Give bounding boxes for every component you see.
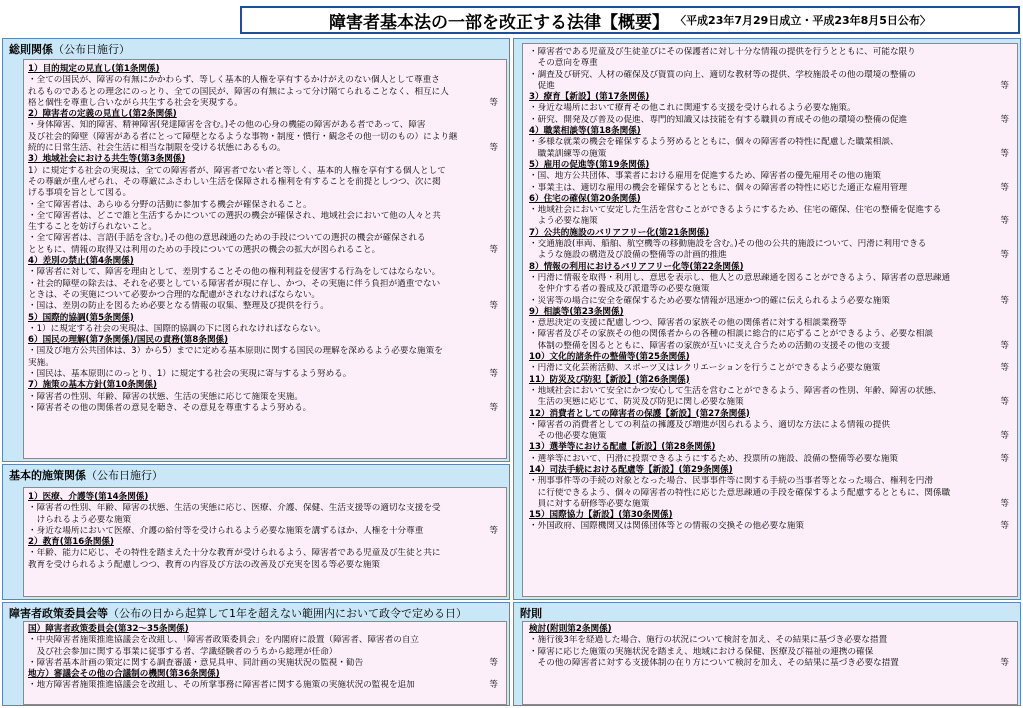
list-item [28,492,502,537]
list-item [529,352,1013,375]
panel-title: 総則関係 [9,43,53,56]
list-item [529,442,1013,465]
etc-label: 等 [1000,182,1009,193]
panel-basic-policies-continued [513,38,1021,600]
item-text: その他必要な施策 [529,431,607,442]
item-heading: 国）障害者政策委員会(第32～35条関係) [28,624,189,634]
item-heading: 検討(附則第2条関係) [529,624,612,634]
item-heading: 6）住宅の確保(第20条関係) [529,193,641,204]
list-item [529,262,1013,307]
item-text: ・障害者である児童及び生徒並びにその保護者に対し十分な情報の提供を行うとともに、可能な限り [529,47,916,57]
item-text: ・選挙等において、円滑に投票できるようにするため、投票所の施設、設備の整備等必要な施策 [529,453,899,464]
item-text: その意向を尊重 [529,58,598,69]
etc-label: 等 [489,525,498,536]
list-item [529,194,1013,228]
page-title: 障害者基本法の一部を改正する法律【概要】 [329,12,670,33]
panel-body [23,621,507,705]
page-subtitle: 〈平成23年7月29日成立・平成23年8月5日公布〉 [675,14,931,27]
item-heading: 8）情報の利用におけるバリアフリー化等(第22条関係) [529,261,744,272]
list-item [28,669,502,692]
panel-subtitle: （公布日施行） [86,469,163,482]
item-text: ときは、その実施について必要かつ合理的な配慮がされなければならない。 [28,289,321,300]
item-heading: 14）司法手続における配慮等【新設】(第29条関係) [529,464,733,475]
list-item [529,126,1013,160]
item-text: ・全て障害者は、どこで誰と生活するかについての選択の機会が確保され、地域社会において他の人々と共 [28,210,441,221]
item-text: ・地方障害者施策推進協議会を改組し、その所掌事務に障害者に関する施策の実施状況の監視を追加 [28,680,415,691]
item-text: ・国は、差別の防止を図るため必要となる情報の収集、整理及び提供を行う。 [28,301,329,312]
item-text: ・身体障害、知的障害、精神障害(発達障害を含む。)その他の心身の機能の障害がある者であって、障害 [28,120,426,131]
item-text: げる事項を旨として図る。 [28,188,132,199]
item-text: 教育を受けられるよう配慮しつつ、教育の内容及び方法の改善及び充実を図る等必要な施策 [28,559,381,570]
item-heading: 4）差別の禁止(第4条関係) [28,256,134,267]
etc-label: 等 [1000,340,1009,351]
etc-label: 等 [489,301,498,312]
etc-label: 等 [489,680,498,691]
item-text: ・障害者の消費者としての利益の擁護及び増進が図られるよう、適切な方法による情報の提供 [529,419,890,430]
item-text: ・施行後3年を経過した場合、施行の状況について検討を加え、その結果に基づき必要な措置 [529,635,888,646]
item-heading: 15）国際協力【新設】(第30条関係) [529,510,673,521]
etc-label: 等 [1000,216,1009,227]
item-text: ・事業主は、適切な雇用の機会を確保するとともに、個々の障害者の特性に応じた適正な雇用管理 [529,182,908,193]
panel-header [3,603,509,623]
item-text: ・全ての国民が、障害の有無にかかわらず、等しく基本的人権を享有するかけがえのない個人として尊重さ [28,75,440,86]
item-text: ・調査及び研究、人材の確保及び資質の向上、適切な教材等の提供、学校施設その他の環境の整備の [529,69,916,80]
panel-header [514,603,1020,623]
item-text: ・全て障害者は、言語(手話を含む。)その他の意思疎通のための手段についての選択の機会が確保される [28,233,426,244]
item-text: れるものであるとの理念にのっとり、全ての国民が、障害の有無によって分け隔てられることなく、相互に人 [28,86,449,97]
item-heading: 2）教育(第16条関係) [28,537,114,548]
item-text: ・地域社会において安全にかつ安心して生活を営むことができるよう、障害者の性別、年齢、障害の状態、 [529,385,942,396]
list-item [28,154,502,256]
item-text: ・身近な場所において療育その他これに関連する支援を受けられるよう必要な施策。 [529,103,856,114]
etc-label: 等 [1000,363,1009,374]
etc-label: 等 [1000,114,1009,125]
item-text: その尊厳が重んぜられ、その尊厳にふさわしい生活を保障される権利を有することを前提としつつ、次に掲 [28,176,441,187]
list-item [529,510,1013,533]
item-heading: 4）職業相談等(第18条関係) [529,126,641,137]
panel-body [522,621,1018,705]
item-text: ・多様な就業の機会を確保するよう努めるとともに、個々の障害者の特性に配慮した職業相談、 [529,137,899,148]
item-text: 促進 [529,80,555,91]
item-text: ・国、地方公共団体、事業者における雇用を促進するため、障害者の優先雇用その他の施策 [529,171,882,182]
item-heading: 3）療育【新設】(第17条関係) [529,92,650,103]
item-text: ・身近な場所において医療、介護の給付等を受けられるよう必要な施策を講ずるほか、人権を十分尊重 [28,525,424,536]
item-text: に行使できるよう、個々の障害者の特性に応じた意思疎通の手段を確保するよう配慮するとともに、関係職 [529,487,951,498]
item-text: ・中央障害者施策推進協議会を改組し、「障害者政策委員会」を内閣府に設置（障害者、障害者の自立 [28,635,420,646]
item-text: ・研究、開発及び普及の促進、専門的知識又は技能を有する職員の育成その他の環境の整備の促進 [529,114,908,125]
item-heading: 7）施策の基本方針(第10条関係) [28,380,157,391]
item-text: 員に対する研修等必要な施策 [529,498,650,509]
item-text: ・年齢、能力に応じ、その特性を踏まえた十分な教育が受けられるよう、障害者である児童及び生徒と共に [28,548,441,559]
item-text: ・障害者基本計画の策定に関する調査審議・意見具申、同計画の実施状況の監視・勧告 [28,657,364,668]
item-text: ・円滑に情報を取得・利用し、意思を表示し、他人との意思疎通を図ることができるよう、障害者の意思疎通 [529,272,951,283]
list-item [28,335,502,380]
item-text: ・障害者及びその家族その他の関係者からの各種の相談に総合的に応ずることができるよう、必要な相談 [529,329,933,340]
item-text: ・災害等の場合に安全を確保するため必要な情報が迅速かつ的確に伝えられるよう必要な施策 [529,295,890,306]
etc-label: 等 [489,402,498,413]
item-text: を仲介する者の養成及び派遣等の必要な施策 [529,284,710,295]
list-item [529,624,1013,669]
list-item [28,380,502,414]
list-item [529,307,1013,352]
item-text: ・障害に応じた施策の実施状況を踏まえ、地域における保健、医療及び福祉の連携の確保 [529,646,874,657]
item-text: ・国及び地方公共団体は、3）から5）までに定める基本原則に関する国民の理解を深めるよう必要な施策を [28,346,443,357]
panel-subtitle: （公布日施行） [53,43,130,56]
panel-title: 障害者政策委員会等 [9,607,108,620]
panel-body [23,487,507,597]
item-text: ような施設の構造及び設備の整備等の計画的推進 [529,250,727,261]
item-text: ・1）に規定する社会の実現は、国際的協調の下に図られなければならない。 [28,323,326,334]
item-heading: 1）医療、介護等(第14条関係) [28,492,149,502]
etc-label: 等 [1000,453,1009,464]
item-text: 1）に規定する社会の実現は、全ての障害者が、障害者でない者と等しく、基本的人権を享有する個人として [28,165,446,176]
title-bar [240,6,1020,34]
etc-label: 等 [489,244,498,255]
etc-label: 等 [1000,148,1009,159]
panel-subtitle: （公布の日から起算して1年を超えない範囲内において政令で定める日） [108,607,467,620]
item-text: 及び社会参加に関する事業に従事する者、学識経験者のうちから総理が任命） [28,646,338,657]
item-text: ・国民は、基本原則にのっとり、1）に規定する社会の実現に寄与するよう努める。 [28,369,352,380]
list-item [529,465,1013,510]
item-heading: 1）目的規定の見直し(第1条関係) [28,64,160,74]
panel-body [23,59,507,459]
item-heading: 2）障害者の定義の見直し(第2条関係) [28,109,177,120]
list-item [529,228,1013,262]
item-text: ・刑事事件等の手続の対象となった場合、民事事件等に関する手続の当事者等となった場合、権利を円滑 [529,476,933,487]
item-text: その他の障害者に対する支援体制の在り方について検討を加え、その結果に基づき必要な措置 [529,657,899,668]
panel-header [3,465,509,485]
item-text: 実施。 [28,357,54,368]
item-heading: 6）国民の理解(第7条関係)/国民の責務(第8条関係) [28,335,229,346]
list-item [28,537,502,571]
panel-basic-policies [2,464,510,600]
etc-label: 等 [1000,250,1009,261]
item-heading: 10）文化的諸条件の整備等(第25条関係) [529,352,690,363]
item-heading: 12）消費者としての障害者の保護【新設】(第27条関係) [529,408,750,419]
item-text: ・障害者その他の関係者の意見を聴き、その意見を尊重するよう努める。 [28,402,312,413]
panel-supplementary-provisions [513,602,1021,706]
item-text: 続的に日常生活、社会生活に相当な制限を受ける状態にあるもの。 [28,143,286,154]
item-text: けられるよう必要な施策 [28,514,132,525]
item-text: ・障害者の性別、年齢、障害の状態、生活の実態に応じて施策を実施。 [28,391,304,402]
item-heading: 地方）審議会その他の合議制の機関(第36条関係) [28,669,220,680]
item-text: ・全て障害者は、あらゆる分野の活動に参加する機会が確保されること。 [28,199,312,210]
item-text: ・意思決定の支援に配慮しつつ、障害者の家族その他の関係者に対する相談業務等 [529,318,847,329]
item-text: ・障害者に対して、障害を理由として、差別することその他の権利利益を侵害する行為をしてはならない。 [28,267,441,278]
list-item [529,47,1013,92]
panel-body [522,43,1018,597]
item-text: ・円滑に文化芸術活動、スポーツ又はレクリエーションを行うことができるよう必要な施策 [529,363,881,374]
list-item [28,624,502,669]
etc-label: 等 [489,97,498,108]
item-text: ・障害者の性別、年齢、障害の状態、生活の実態に応じ、医療、介護、保健、生活支援等の適切な支援を受 [28,503,441,514]
list-item [529,409,1013,443]
item-text: 格と個性を尊重し合いながら共生する社会を実現する。 [28,97,243,108]
etc-label: 等 [1000,657,1009,668]
item-text: ・地域社会において安定した生活を営むことができるようにするため、住宅の確保、住宅の整備を促進する [529,205,942,216]
item-heading: 5）雇用の促進等(第19条関係) [529,159,650,170]
panel-header [3,39,509,59]
item-text: 職業訓練等の施策 [529,148,607,159]
etc-label: 等 [1000,431,1009,442]
etc-label: 等 [1000,498,1009,509]
etc-label: 等 [1000,521,1009,532]
item-heading: 13）選挙等における配慮【新設】(第28条関係) [529,442,716,453]
etc-label: 等 [1000,295,1009,306]
item-text: よう必要な施策 [529,216,598,227]
panel-title: 附則 [520,607,542,620]
list-item [28,313,502,336]
list-item [28,64,502,109]
item-text: 及び社会的障壁（障害がある者にとって障壁となるような事物・制度・慣行・観念その他一切のもの）により継 [28,131,458,142]
item-text: ・外国政府、国際機関又は関係団体等との情報の交換その他必要な施策 [529,521,805,532]
panel-policy-committee [2,602,510,706]
item-text: とともに、情報の取得又は利用のための手段についての選択の機会の拡大が図られること。 [28,244,381,255]
item-text: 体制の整備を図るとともに、障害者の家族が互いに支え合うための活動の支援その他の支援 [529,340,890,351]
list-item [28,109,502,154]
item-text: 生することを妨げられないこと。 [28,222,157,233]
etc-label: 等 [489,657,498,668]
etc-label: 等 [489,369,498,380]
item-heading: 11）防災及び防犯【新設】(第26条関係) [529,374,690,385]
etc-label: 等 [1000,397,1009,408]
item-heading: 5）国際的協調(第5条関係) [28,312,134,323]
etc-label: 等 [1000,80,1009,91]
item-heading: 3）地域社会における共生等(第3条関係) [28,154,186,165]
list-item [529,160,1013,194]
item-text: ・交通施設(車両、船舶、航空機等の移動施設を含む。)その他の公共的施設について、円滑に利用できる [529,239,927,250]
etc-label: 等 [489,143,498,154]
list-item [529,375,1013,409]
panel-title: 基本的施策関係 [9,469,86,482]
item-heading: 9）相談等(第23条関係) [529,306,624,317]
panel-general-provisions [2,38,510,462]
list-item [529,92,1013,126]
item-text: 生活の実態に応じて、防災及び防犯に関し必要な施策 [529,397,744,408]
item-text: ・社会的障壁の除去は、それを必要としている障害者が現に存し、かつ、その実施に伴う負担が過重でない [28,278,441,289]
item-heading: 7）公共的施設のバリアフリー化(第21条関係) [529,227,710,238]
list-item [28,256,502,312]
